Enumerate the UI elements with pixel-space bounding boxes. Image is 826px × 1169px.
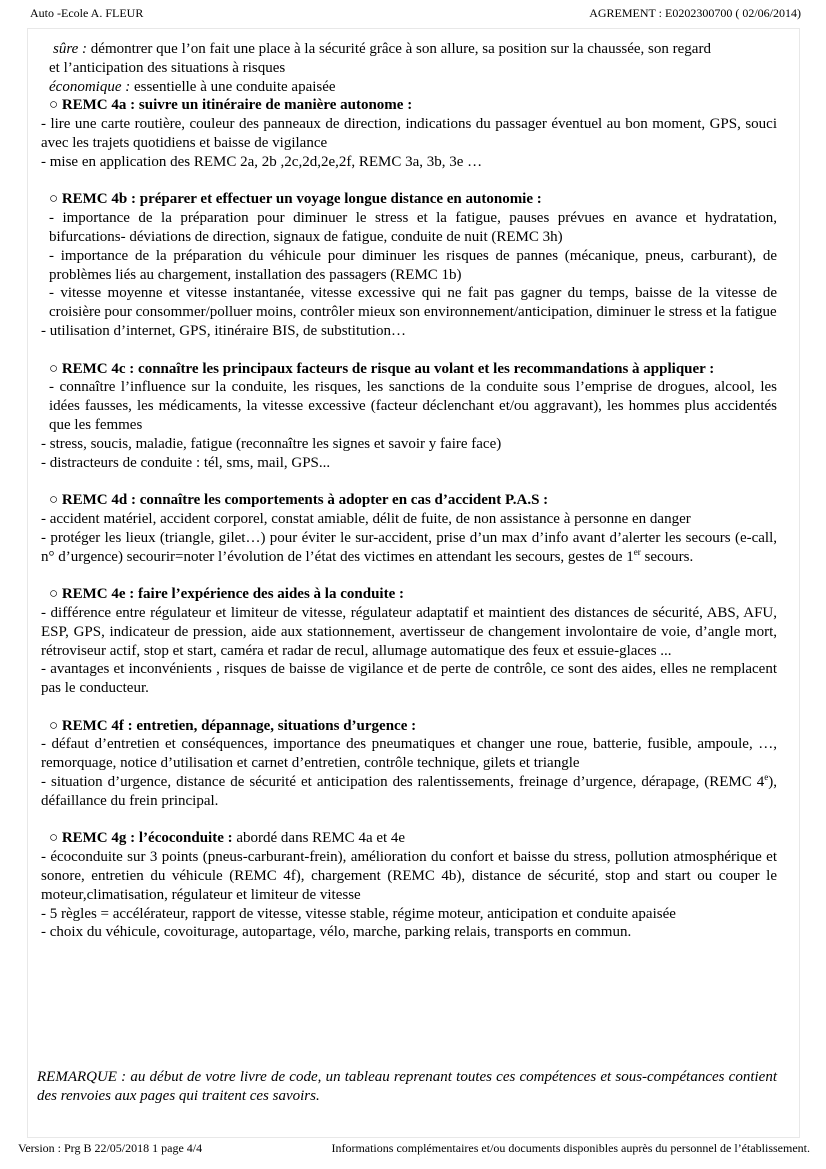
- section-4b-line: - utilisation d’internet, GPS, itinéraire BIS, de substitution…: [41, 322, 406, 339]
- section-4f-title: [37, 717, 777, 736]
- section-title-text: REMC 4c : connaître les principaux facteurs de risque au volant et les recommandations à appliquer :: [58, 360, 715, 377]
- section-4g-line: - 5 règles = accélérateur, rapport de vitesse, vitesse stable, régime moteur, anticipation et conduite apaisée: [41, 905, 676, 922]
- section-title-text: REMC 4b : préparer et effectuer un voyage longue distance en autonomie :: [58, 191, 542, 208]
- section-4a-title: [37, 96, 777, 115]
- section-4c-line: - connaître l’influence sur la conduite, les risques, les sanctions de la conduite sous l’emprise de drogues, alcool, les idées fausses, les médicaments, la vitesse excessive (facteur déclenchant et/ou aggravant), les hommes plus accidentés que les femmes: [49, 379, 777, 433]
- intro-eco-text: essentielle à une conduite apaisée: [130, 78, 336, 95]
- section-4b-title: [37, 190, 777, 209]
- footer-version: Version : Prg B 22/05/2018 1 page 4/4: [18, 1141, 203, 1155]
- intro-eco: [37, 78, 777, 97]
- intro-eco-label: économique :: [49, 78, 131, 95]
- section-4g-line: - écoconduite sur 3 points (pneus-carburant-frein), amélioration du confort et baisse du stress, pollution atmosphérique et sonore, entretien du véhicule (REMC 4f), chargement (REMC 4b), distance de sécurité, stop and start ou couper le moteur,climatisation, régulateur et limiteur de vitesse: [41, 849, 777, 903]
- bullet-circle-icon: ○: [49, 586, 59, 603]
- section-4e-title: [37, 585, 777, 604]
- section-4b-line: - importance de la préparation du véhicule pour diminuer les risques de pannes (mécanique, pneus, carburant), de problèmes liés au chargement, installation des passagers (REMC 1b): [49, 247, 777, 283]
- section-4e-line: - différence entre régulateur et limiteur de vitesse, régulateur adaptatif et maintient des distances de sécurité, ABS, AFU, ESP, GPS, indicateur de pression, aide aux stationnement, avertisseur de changement involontaire de voie, d’angle mort, rétroviseur actif, stop et start, caméra et radar de recul, allumage automatique des feux et essuie-glaces ...: [41, 604, 777, 659]
- section-title-text: REMC 4d : connaître les comportements à adopter en cas d’accident P.A.S :: [58, 492, 549, 509]
- section-4b-line: - importance de la préparation pour diminuer le stress et la fatigue, pauses prévues en avance et hydratation, bifurcations- déviations de direction, signaux de fatigue, conduite de nuit (REMC 3h): [49, 210, 777, 245]
- section-4a-line: - mise en application des REMC 2a, 2b ,2c,2d,2e,2f, REMC 3a, 3b, 3e …: [41, 153, 483, 170]
- section-4d-text-end: secours.: [640, 548, 694, 565]
- section-4f-text-end: ), défaillance du frein principal.: [41, 774, 777, 809]
- section-title-text: REMC 4e : faire l’expérience des aides à la conduite :: [58, 586, 404, 603]
- section-4d-title: [37, 491, 777, 510]
- section-4g-line: - choix du véhicule, covoiturage, autopartage, vélo, marche, parking relais, transports en commun.: [41, 924, 632, 941]
- section-4d-line: - accident matériel, accident corporel, constat amiable, délit de fuite, de non assistance à personne en danger: [41, 510, 691, 527]
- section-4f-text: - situation d’urgence, distance de sécurité et anticipation des ralentissements, freinage d’urgence, dérapage, (REMC 4: [41, 774, 765, 791]
- document-body: [37, 40, 777, 942]
- bullet-circle-icon: ○: [49, 830, 59, 847]
- bullet-circle-icon: ○: [49, 97, 59, 114]
- intro-sure-label: sûre :: [53, 41, 88, 57]
- section-4f-line: - défaut d’entretien et conséquences, importance des pneumatiques et changer une roue, batterie, fusible, ampoule, …, remorquage, notice d’utilisation et carnet d’entretien, contrôle technique, gilets et triangle: [41, 736, 777, 772]
- header-agrement: AGREMENT : E0202300700 ( 02/06/2014): [589, 6, 801, 20]
- intro-sure-text: démontrer que l’on fait une place à la sécurité grâce à son allure, sa position sur la chaussée, son regard: [87, 41, 711, 57]
- section-title-text: REMC 4g : l’écoconduite :: [58, 830, 233, 847]
- superscript-er: er: [633, 546, 641, 557]
- section-4d-text: - protéger les lieux (triangle, gilet…) pour éviter le sur-accident, prise d’un max d’info avant d’alerter les secours (e-call, n° d’urgence) secourir=noter l’évolution de l’état des victimes en attendant les secours, gestes de 1: [41, 529, 777, 565]
- header-school-name: Auto -Ecole A. FLEUR: [30, 6, 144, 20]
- section-4f-line: [37, 773, 777, 811]
- superscript-e: e: [764, 772, 769, 783]
- bullet-circle-icon: ○: [49, 492, 59, 509]
- bullet-circle-icon: ○: [49, 191, 59, 208]
- section-4c-line: - distracteurs de conduite : tél, sms, mail, GPS...: [41, 454, 331, 471]
- section-4b-line: - vitesse moyenne et vitesse instantanée, vitesse excessive qui ne fait pas gagner du temps, baisse de la vitesse de croisière pour consommer/polluer moins, contrôler mieux son environnement/anticipation, diminuer le stress et la fatigue: [49, 285, 777, 321]
- intro-sure: [37, 40, 777, 59]
- bullet-circle-icon: ○: [49, 360, 59, 377]
- section-4e-line: - avantages et inconvénients , risques de baisse de vigilance et de perte de contrôle, ce sont des aides, elles ne remplacent pas le conducteur.: [41, 661, 777, 697]
- bullet-circle-icon: ○: [49, 717, 59, 734]
- section-title-rest: abordé dans REMC 4a et 4e: [232, 830, 406, 847]
- footer-info: Informations complémentaires et/ou documents disponibles auprès du personnel de l’établissement.: [331, 1141, 810, 1155]
- section-4g-title: [37, 829, 777, 848]
- section-4c-line: - stress, soucis, maladie, fatigue (reconnaître les signes et savoir y faire face): [41, 435, 502, 452]
- section-4a-line: - lire une carte routière, couleur des panneaux de direction, indications du passager éventuel au bon moment, GPS, souci avec les trajets quotidiens et baisse de vigilance: [41, 116, 777, 151]
- intro-sure-cont: et l’anticipation des situations à risques: [49, 59, 286, 76]
- remark-note: REMARQUE : au début de votre livre de code, un tableau reprenant toutes ces compétences et sous-compétances contient des renvoies aux pages qui traitent ces savoirs.: [37, 1069, 777, 1104]
- section-4c-title: [37, 360, 777, 379]
- section-title-text: REMC 4f : entretien, dépannage, situations d’urgence :: [58, 717, 417, 734]
- section-title-text: REMC 4a : suivre un itinéraire de manière autonome :: [58, 97, 413, 114]
- section-4d-line: [37, 529, 777, 567]
